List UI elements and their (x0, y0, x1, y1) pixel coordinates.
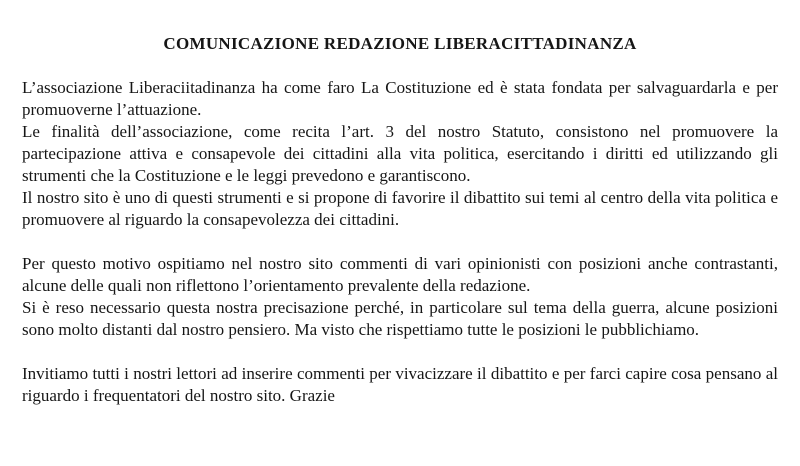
paragraph-block-invito (22, 363, 778, 407)
paragraph: Le finalità dell’associazione, come recita l’art. 3 del nostro Statuto, consistono nel promuovere la partecipazione attiva e consapevole dei cittadini alla vita politica, esercitando i diritti ed utilizzando gli strumenti che la Costituzione e le leggi prevedono e garantiscono. (22, 122, 778, 185)
paragraph-block-intro (22, 77, 778, 231)
paragraph: L’associazione Liberaciitadinanza ha come faro La Costituzione ed è stata fondata per salvaguardarla e per promuoverne l’attuazione. (22, 78, 778, 119)
paragraph-block-precisazione (22, 253, 778, 341)
paragraph: Invitiamo tutti i nostri lettori ad inserire commenti per vivacizzare il dibattito e per farci capire cosa pensano al riguardo i frequentatori del nostro sito. Grazie (22, 364, 778, 405)
paragraph: Il nostro sito è uno di questi strumenti e si propone di favorire il dibattito sui temi al centro della vita politica e promuovere al riguardo la consapevolezza dei cittadini. (22, 188, 778, 229)
document-title: COMUNICAZIONE REDAZIONE LIBERACITTADINANZA (163, 34, 637, 53)
paragraph: Per questo motivo ospitiamo nel nostro sito commenti di vari opinionisti con posizioni anche contrastanti, alcune delle quali non riflettono l’orientamento prevalente della redazione. (22, 254, 778, 295)
paragraph: Si è reso necessario questa nostra precisazione perché, in particolare sul tema della guerra, alcune posizioni sono molto distanti dal nostro pensiero. Ma visto che rispettiamo tutte le posizioni le pubblichiamo. (22, 298, 778, 339)
